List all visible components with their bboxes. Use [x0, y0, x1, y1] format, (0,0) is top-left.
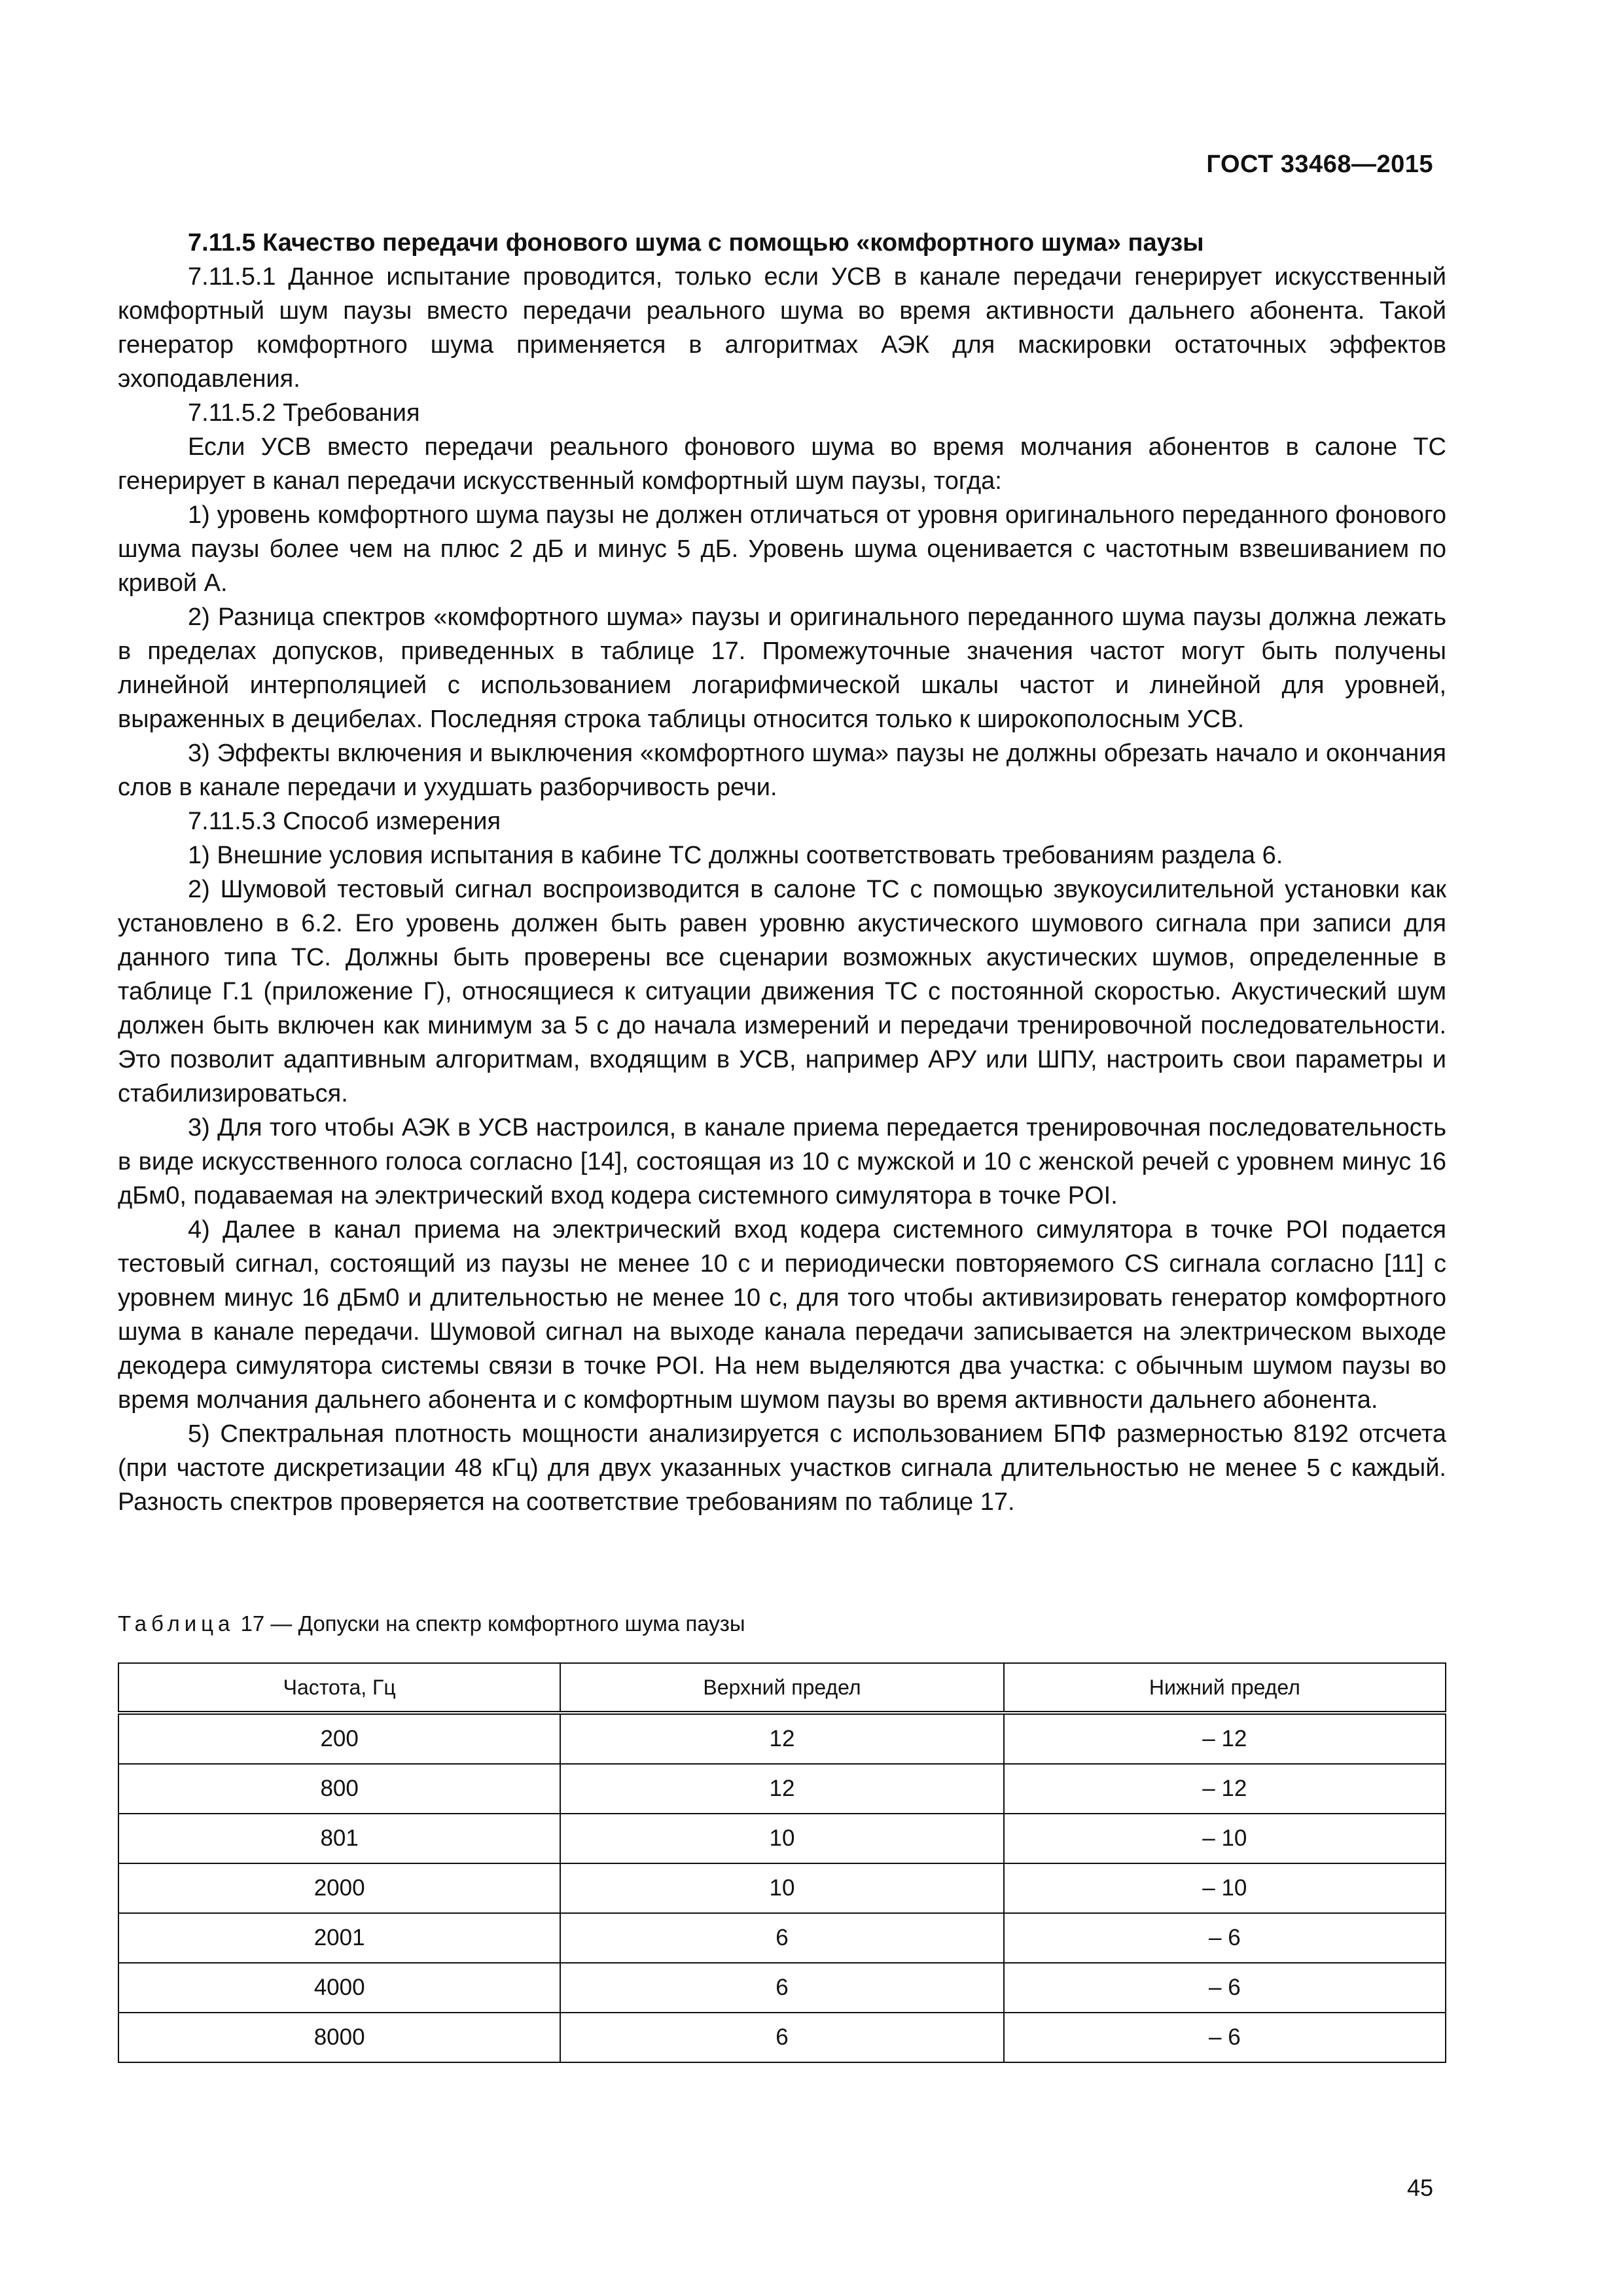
table-cell: 6	[560, 2013, 1003, 2062]
table-row	[118, 2013, 1446, 2062]
table-cell: 2000	[118, 1863, 560, 1913]
paragraph: 1) Внешние условия испытания в кабине ТС должны соответствовать требованиям раздела 6.	[188, 842, 1283, 869]
table-caption-text: 17 — Допуски на спектр комфортного шума паузы	[240, 1611, 745, 1636]
table-row	[118, 1764, 1446, 1814]
paragraph: 7.11.5.3 Способ измерения	[188, 808, 501, 835]
table-cell: – 12	[1004, 1764, 1446, 1814]
table-cell: 800	[118, 1764, 560, 1814]
table-cell: 10	[560, 1814, 1003, 1863]
paragraph: Если УСВ вместо передачи реального фонового шума во время молчания абонентов в салоне ТС генерирует в канал передачи искусственный комфортный шум паузы, тогда:	[118, 433, 1446, 495]
table-row	[118, 1963, 1446, 2013]
paragraph: 2) Шумовой тестовый сигнал воспроизводится в салоне ТС с помощью звукоусилительной установки как установлено в 6.2. Его уровень должен быть равен уровню акустического шумового сигнала при записи для данного типа ТС. Должны быть проверены все сценарии возможных акустических шумов, определенные в таблице Г.1 (приложение Г), относящиеся к ситуации движения ТС с постоянной скоростью. Акустический шум должен быть включен как минимум за 5 с до начала измерений и передачи тренировочной последовательности. Это позволит адаптивным алгоритмам, входящим в УСВ, например АРУ или ШПУ, настроить свои параметры и стабилизироваться.	[118, 876, 1446, 1107]
table-cell: 12	[560, 1713, 1003, 1764]
paragraph: 2) Разница спектров «комфортного шума» паузы и оригинального переданного шума паузы должна лежать в пределах допусков, приведенных в таблице 17. Промежуточные значения частот могут быть получены линейной интерполяцией с использованием логарифмической шкалы частот и линейной для уровней, выраженных в децибелах. Последняя строка таблицы относится только к широкополосным УСВ.	[118, 603, 1446, 733]
page-number: 45	[1406, 2174, 1433, 2201]
table-cell: – 6	[1004, 2013, 1446, 2062]
paragraph: 3) Эффекты включения и выключения «комфортного шума» паузы не должны обрезать начало и окончания слов в канале передачи и ухудшать разборчивость речи.	[118, 740, 1446, 801]
column-header-frequency: Частота, Гц	[118, 1663, 560, 1713]
table-cell: – 6	[1004, 1963, 1446, 2013]
table-cell: 801	[118, 1814, 560, 1863]
standard-designation: ГОСТ 33468—2015	[1206, 151, 1433, 178]
paragraph: 4) Далее в канал приема на электрический вход кодера системного симулятора в точке POI подается тестовый сигнал, состоящий из паузы не менее 10 с и периодически повторяемого CS сигнала согласно [11] с уровнем минус 16 дБм0 и длительностью не менее 10 с, для того чтобы активизировать генератор комфортного шума в канале передачи. Шумовой сигнал на выходе канала передачи записывается на электрическом выходе декодера симулятора системы связи в точке POI. На нем выделяются два участка: с обычным шумом паузы во время молчания дальнего абонента и с комфортным шумом паузы во время активности дальнего абонента.	[118, 1216, 1446, 1414]
paragraph: 7.11.5.2 Требования	[188, 399, 420, 427]
table-cell: 6	[560, 1913, 1003, 1963]
table-cell: 200	[118, 1713, 560, 1764]
table-cell: 2001	[118, 1913, 560, 1963]
table-cell: 4000	[118, 1963, 560, 2013]
table-cell: 12	[560, 1764, 1003, 1814]
table-row	[118, 1814, 1446, 1863]
table-cell: 8000	[118, 2013, 560, 2062]
paragraph: 1) уровень комфортного шума паузы не должен отличаться от уровня оригинального переданного фонового шума паузы более чем на плюс 2 дБ и минус 5 дБ. Уровень шума оценивается с частотным взвешиванием по кривой А.	[118, 501, 1446, 597]
table-cell: 6	[560, 1963, 1003, 2013]
table-cell: – 6	[1004, 1913, 1446, 1963]
table-caption-label: Таблица	[118, 1611, 235, 1636]
table-cell: 10	[560, 1863, 1003, 1913]
paragraph: 5) Спектральная плотность мощности анализируется с использованием БПФ размерностью 8192 отсчета (при частоте дискретизации 48 кГц) для двух указанных участков сигнала длительностью не менее 5 с каждый. Разность спектров проверяется на соответствие требованиям по таблице 17.	[118, 1420, 1446, 1516]
paragraph: 3) Для того чтобы АЭК в УСВ настроился, в канале приема передается тренировочная последовательность в виде искусственного голоса согласно [14], состоящая из 10 с мужской и 10 с женской речей с уровнем минус 16 дБм0, подаваемая на электрический вход кодера системного симулятора в точке POI.	[118, 1114, 1446, 1210]
table-cell: – 10	[1004, 1814, 1446, 1863]
paragraph: 7.11.5.1 Данное испытание проводится, только если УСВ в канале передачи генерирует искусственный комфортный шум паузы вместо передачи реального шума во время активности дальнего абонента. Такой генератор комфортного шума применяется в алгоритмах АЭК для маскировки остаточных эффектов эхоподавления.	[118, 263, 1446, 393]
table-cell: – 10	[1004, 1863, 1446, 1913]
column-header-lower-limit: Нижний предел	[1004, 1663, 1446, 1713]
tolerance-table	[118, 1662, 1446, 2063]
column-header-upper-limit: Верхний предел	[560, 1663, 1003, 1713]
table-row	[118, 1913, 1446, 1963]
table-cell: – 12	[1004, 1713, 1446, 1764]
table-header-row	[118, 1663, 1446, 1713]
table-caption	[118, 1611, 745, 1636]
table-row	[118, 1863, 1446, 1913]
section-body	[118, 226, 1446, 1519]
table-row	[118, 1713, 1446, 1764]
section-title: 7.11.5 Качество передачи фонового шума с помощью «комфортного шума» паузы	[188, 229, 1204, 257]
